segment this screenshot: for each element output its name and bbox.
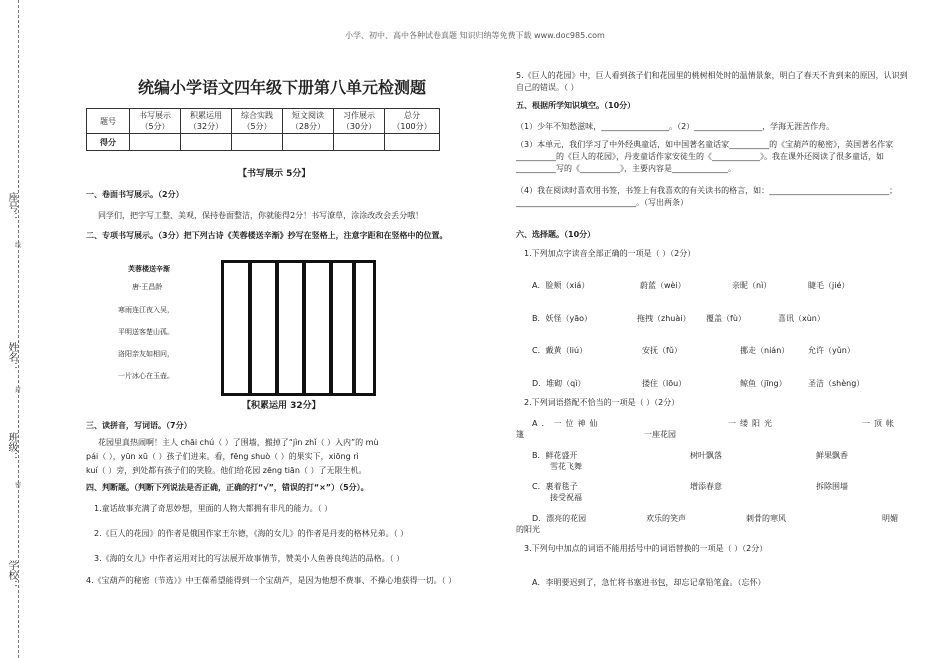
score-header-cell: 总分 （100分） xyxy=(385,109,440,134)
option-b-word: 喜讯（xùn） xyxy=(778,314,825,323)
option-c-word: 挪走（nián） xyxy=(740,346,790,355)
page-title: 统编小学语文四年级下册第八单元检测题 xyxy=(138,78,427,97)
q5-item-4: （4）我在阅读时喜欢用书签，书签上有我喜欢的有关读书的格言，如：______________________________；______________________________。（写出两条） xyxy=(516,186,898,207)
grid-column-line xyxy=(329,263,333,393)
option-a-word: 一顶帐 xyxy=(862,419,898,428)
score-cell[interactable] xyxy=(334,134,385,151)
q4-title: 四、判断题。（判断下列说法是否正确，正确的打“√”，错误的打“×”）（5分）。 xyxy=(86,483,369,492)
score-cell[interactable] xyxy=(385,134,440,151)
option-c-word: 允许（yǔn） xyxy=(808,346,855,355)
option-a-cont: 篷 xyxy=(516,430,524,439)
poem-line: 平明送客楚山孤。 xyxy=(118,328,174,336)
option-b: B．鲜花盛开 xyxy=(532,451,578,460)
q5-title: 五、根据所学知识填空。（10分） xyxy=(516,101,636,110)
school-label: 学校： xyxy=(6,560,17,590)
poem-line: 寒雨连江夜入吴， xyxy=(118,306,174,314)
header-note: 小学、初中、高中各种试卷真题 知识归纳等免费下载 www.doc985.com xyxy=(345,31,605,40)
seat-label: 座号： xyxy=(6,192,17,222)
q3-line: kuí（ ）旁，到处都有孩子们的笑脸。他们给花园 zēng tiān（ ）了无限生机。 xyxy=(86,466,367,475)
score-cell[interactable] xyxy=(181,134,232,151)
section-writing-heading: 【书写展示 5分】 xyxy=(238,169,311,179)
poem-line: 一片冰心在玉壶。 xyxy=(118,372,174,380)
option-a: A．一位神仙 xyxy=(532,419,602,428)
option-c-word: 增添春意 xyxy=(690,482,722,491)
q4-item-5: 5.《巨人的花园》中，巨人看到孩子们和花园里的桃树相处时的温情景象，明白了春天不肯到来的原因，认识到自己的错误。（ ） xyxy=(516,71,908,92)
grid-column-line xyxy=(248,263,252,393)
option-d: D．堆砌（qì） xyxy=(532,379,586,388)
score-cell[interactable] xyxy=(283,134,334,151)
option-d-word: 明媚 xyxy=(882,514,898,523)
q4-item: 4.《宝葫芦的秘密（节选）》中王葆希望能得到一个宝葫芦，是因为他想不费事、不操心地获得一切。（ ） xyxy=(86,576,457,585)
score-header-cell: 书写展示 （5分） xyxy=(130,109,181,134)
q2-title: 二、专项书写展示。（3分）把下列古诗《芙蓉楼送辛渐》抄写在竖格上，注意字距和在竖格中的位置。 xyxy=(86,231,448,240)
score-cell[interactable] xyxy=(232,134,283,151)
option-b-word: 拖拽（zhuài） xyxy=(637,314,691,323)
option-b-word: 鲜果飘香 xyxy=(816,451,848,460)
option-d-word: 欢乐的笑声 xyxy=(646,514,686,523)
seal-mark-2: 封 xyxy=(15,387,22,394)
q4-item: 1.童话故事充满了奇思妙想，里面的人物大都拥有非凡的能力。（ ） xyxy=(94,504,333,513)
poem-line: 洛阳亲友如相问， xyxy=(118,350,174,358)
score-table-header-row xyxy=(87,109,440,134)
option-c-word: 安抚（fǔ） xyxy=(642,346,682,355)
q1-title: 一、卷面书写展示。（2分） xyxy=(86,190,184,199)
option-d-word: 圣洁（shèng） xyxy=(808,379,865,388)
score-header-cell: 综合实践 （5分） xyxy=(232,109,283,134)
poem-title: 芙蓉楼送辛渐 xyxy=(128,264,170,273)
score-cell[interactable] xyxy=(130,134,181,151)
score-header-cell: 短文阅读 （28分） xyxy=(283,109,334,134)
option-c-word: 拆除围墙 xyxy=(816,482,848,491)
score-table-row xyxy=(87,134,440,151)
q1-text: 同学们，把字写工整、美观，保持卷面整洁，你就能得2分！书写潦草，涂涂改改会丢分哦！ xyxy=(98,211,424,220)
option-a-word: 蔚蓝（wèi） xyxy=(640,281,686,290)
option-d-word: 刺骨的寒风 xyxy=(746,514,786,523)
grid-column-line xyxy=(352,263,356,393)
vertical-writing-grid[interactable] xyxy=(221,260,376,396)
option-b-word: 雪花飞舞 xyxy=(550,462,582,471)
score-table xyxy=(86,108,440,151)
option-d-word: 搂住（lōu） xyxy=(642,379,687,388)
option-c: C．戴黄（liú） xyxy=(532,346,588,355)
option-a-word: 睫毛（jié） xyxy=(808,281,850,290)
option-b: B．妖怪（yāo） xyxy=(532,314,593,323)
score-header-cell: 习作展示 （30分） xyxy=(334,109,385,134)
score-row-label: 得分 xyxy=(87,134,130,151)
option-d-word: 鲸鱼（jīng） xyxy=(740,379,787,388)
option-b-word: 树叶飘落 xyxy=(690,451,722,460)
q3-line: 花园里真热闹啊！主人 chāi chú（ ）了围墙，搬掉了“jìn zhǐ（ ）入内”的 mù xyxy=(98,438,379,447)
q6-q2: 2.下列词语搭配不恰当的一项是（ ）（2分） xyxy=(524,398,680,407)
seal-mark-3: 密 xyxy=(15,482,22,489)
class-label: 班级： xyxy=(6,432,17,462)
option-a-word: 一缕阳光 xyxy=(728,419,776,428)
q6-q1: 1.下列加点字读音全部正确的一项是（ ）（2分） xyxy=(524,249,696,258)
score-header-cell: 积累运用 （32分） xyxy=(181,109,232,134)
option-a: A．李明要迟到了，急忙将书塞进书包，却忘记拿铅笔盒。（忘怀） xyxy=(532,578,766,587)
option-b-word: 覆盖（fù） xyxy=(706,314,746,323)
q6-q3: 3.下列句中加点的词语不能用括号中的词语替换的一项是（ ）（2分） xyxy=(524,544,768,553)
q6-title: 六、选择题。（10分） xyxy=(516,230,596,239)
option-c-word: 接受祝福 xyxy=(550,493,582,502)
score-header-cell: 题号 xyxy=(87,109,130,134)
q3-line: pái（ ），yūn xū（ ）孩子们进来。看，fēng shuò（ ）的果实下，xiōng rì xyxy=(86,452,359,461)
grid-column-line xyxy=(302,263,306,393)
option-a: A．脸颊（xiá） xyxy=(532,281,590,290)
q5-item-3: （3）本单元，我们学习了中外经典童话，如中国著名童话家__________的《宝葫芦的秘密》，英国著名作家__________的《巨人的花园》，丹麦童话作家安徒生的《____________》。我在课外还阅读了很多童话，如__________写的《__________》，主要内容是______________。 xyxy=(516,140,894,173)
section-accum-heading: 【积累运用 32分】 xyxy=(242,401,321,411)
option-a-word: 亲昵（nì） xyxy=(732,281,772,290)
q3-title: 三、读拼音，写词语。（7分） xyxy=(86,421,192,430)
option-c: C．裹着毯子 xyxy=(532,482,578,491)
q4-item: 3.《海的女儿》中作者运用对比的写法展开故事情节，赞美小人鱼善良纯洁的品格。（ ） xyxy=(94,554,405,563)
q5-item-1: （1）少年不知愁滋味，_________________。（2）_________________，学海无涯苦作舟。 xyxy=(516,122,835,131)
q4-item: 2.《巨人的花园》的作者是俄国作家王尔德，《海的女儿》的作者是丹麦的格林兄弟。（ ） xyxy=(94,529,409,538)
poem-author: 唐·王昌龄 xyxy=(132,283,163,291)
grid-column-line xyxy=(275,263,279,393)
seal-mark-1: 线 xyxy=(15,242,22,249)
option-d: D．漂亮的花园 xyxy=(532,514,587,523)
option-a-word: 一座花园 xyxy=(644,430,676,439)
name-label: 姓名： xyxy=(6,342,17,372)
option-d-cont: 的阳光 xyxy=(516,525,540,534)
